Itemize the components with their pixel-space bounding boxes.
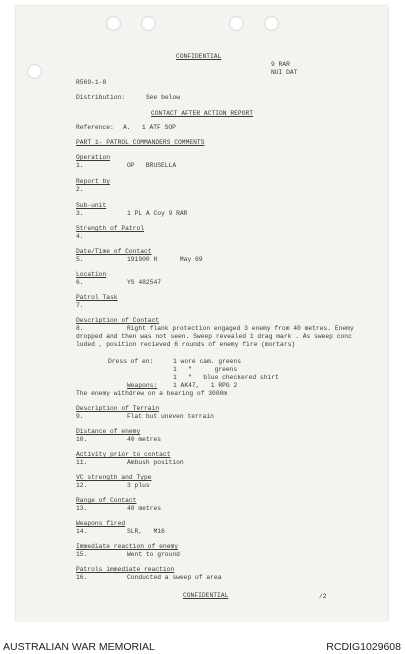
- punch-hole: [264, 16, 279, 31]
- dress-label: Dress of en:: [108, 358, 154, 365]
- section-number: 10.: [76, 436, 88, 443]
- section-number: 16.: [76, 574, 88, 581]
- section-value: 1 PL A Coy 9 RAR: [127, 210, 188, 217]
- section-number: 14.: [76, 528, 88, 535]
- section-value: 191900 H May 69: [127, 256, 203, 263]
- weapons-value: 1 AK47, 1 RPG 2: [173, 382, 238, 389]
- section-number: 8.: [76, 325, 84, 332]
- section-heading: Operation: [76, 154, 111, 161]
- contact-line: dropped and then was not seen. Sweep revealed 1 drag mark . As sweep conc: [76, 333, 352, 340]
- section-heading: Range of Contact: [76, 497, 137, 504]
- section-value: 3 plus: [127, 482, 150, 489]
- unit: 9 RAR: [271, 61, 290, 68]
- page-continuation: /2: [319, 593, 327, 600]
- section-value: Went to ground: [127, 551, 180, 558]
- section-heading: Date/Time of Contact: [76, 248, 152, 255]
- section-number: 5.: [76, 256, 84, 263]
- contact-line: Right flank protection engaged 3 enemy from 40 metres. Enemy: [127, 325, 354, 332]
- section-heading: Immediate reaction of enemy: [76, 543, 179, 550]
- section-number: 15.: [76, 551, 88, 558]
- weapons-label: Weapons:: [127, 382, 158, 389]
- file-reference: R569-1-8: [76, 79, 107, 86]
- contact-line: luded , position recieved 6 rounds of enemy fire (mortars): [76, 341, 296, 348]
- reference-value: A. 1 ATF SOP: [123, 124, 176, 131]
- reference-label: Reference:: [76, 124, 114, 131]
- document-page: [16, 6, 388, 622]
- section-heading: Description of Contact: [76, 317, 160, 324]
- classification-bottom: CONFIDENTIAL: [183, 592, 229, 599]
- section-value: Flat but uneven terrain: [127, 413, 214, 420]
- section-heading: Location: [76, 271, 107, 278]
- section-number: 12.: [76, 482, 88, 489]
- punch-hole: [141, 16, 156, 31]
- punch-hole: [229, 16, 244, 31]
- distribution-value: See below: [146, 94, 181, 101]
- section-heading: Patrol Task: [76, 294, 118, 301]
- section-number: 3.: [76, 210, 84, 217]
- section-value: YS 482547: [127, 279, 162, 286]
- section-heading: Patrols immediate reaction: [76, 566, 175, 573]
- section-number: 2.: [76, 186, 84, 193]
- section-number: 11.: [76, 459, 88, 466]
- section-heading: Activity prior to contact: [76, 451, 171, 458]
- punch-hole: [106, 16, 121, 31]
- section-number: 6.: [76, 279, 84, 286]
- dress-line: 1 " greens: [173, 366, 238, 373]
- unit-location: NUI DAT: [271, 69, 298, 76]
- section-heading: Sub-unit: [76, 202, 107, 209]
- section-heading: Description of Terrain: [76, 405, 160, 412]
- section-value: Conducted a sweep of area: [127, 574, 222, 581]
- dress-line: 1 wore cam. greens: [173, 358, 242, 365]
- archive-footer: [0, 622, 406, 654]
- section-heading: Distance of enemy: [76, 428, 141, 435]
- distribution-label: Distribution:: [76, 94, 126, 101]
- section-number: 4.: [76, 233, 84, 240]
- dress-line: 1 " blue checkered shirt: [173, 374, 279, 381]
- section-heading: Strength of Patrol: [76, 225, 145, 232]
- section-number: 7.: [76, 302, 84, 309]
- section-value: SLR, M16: [127, 528, 165, 535]
- classification-top: CONFIDENTIAL: [176, 53, 222, 60]
- section-number: 9.: [76, 413, 84, 420]
- section-value: 40 metres: [127, 436, 162, 443]
- section-number: 13.: [76, 505, 88, 512]
- section-heading: Weapons fired: [76, 520, 126, 527]
- part-heading: PART 1- PATROL COMMANDERS COMMENTS: [76, 139, 205, 146]
- report-title: CONTACT AFTER ACTION REPORT: [151, 110, 254, 117]
- section-heading: Report by: [76, 178, 111, 185]
- withdrew-line: The enemy withdrew on a bearing of 3000m: [76, 390, 228, 397]
- section-value: OP BRUSELLA: [127, 162, 177, 169]
- punch-hole: [27, 64, 42, 79]
- archive-id: RCDIG1029608: [326, 641, 401, 653]
- archive-name: AUSTRALIAN WAR MEMORIAL: [3, 641, 155, 653]
- section-value: 40 metres: [127, 505, 162, 512]
- section-value: Ambush position: [127, 459, 184, 466]
- section-number: 1.: [76, 162, 84, 169]
- section-heading: VC strength and Type: [76, 474, 152, 481]
